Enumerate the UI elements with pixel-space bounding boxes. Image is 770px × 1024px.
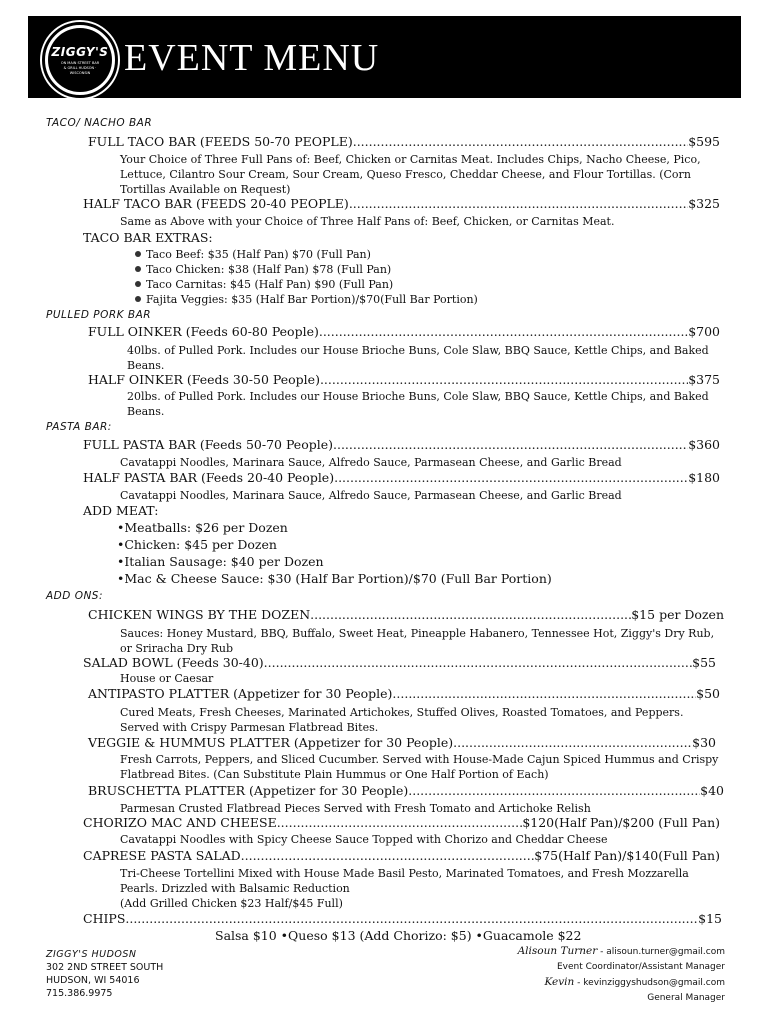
list-item: •Italian Sausage: $40 per Dozen [117,554,324,569]
contact-name: Kevin [544,976,575,988]
item-price: $75(Half Pan)/$140(Full Pan) [534,848,720,863]
item-price: $15 [698,911,722,926]
item-label: VEGGIE & HUMMUS PLATTER (Appetizer for 30 People) [88,735,454,750]
item-bruschetta-platter [88,783,724,798]
item-chicken-wings [88,607,724,622]
item-description: Same as Above with your Choice of Three Half Pans of: Beef, Chicken, or Carnitas Meat. [120,215,615,228]
list-item: Taco Chicken: $38 (Half Pan) $78 (Full Pan) [135,263,391,276]
section-taco-nacho: TACO/ NACHO BAR [46,117,153,129]
footer-contacts [518,944,725,1006]
contact-role: General Manager [647,993,725,1003]
list-item: •Chicken: $45 per Dozen [117,537,277,552]
item-full-oinker [88,324,720,339]
item-price: $40 [700,783,724,798]
item-description: Cured Meats, Fresh Cheeses, Marinated Artichokes, Stuffed Olives, Roasted Tomatoes, and Peppers. Served with Crispy Parmesan Flatbread Bites. [120,706,684,734]
item-label: HALF OINKER (Feeds 30-50 People) [88,372,320,387]
section-add-ons: ADD ONS: [46,590,104,602]
item-caprese-pasta-salad [83,848,720,863]
item-label: FULL PASTA BAR (Feeds 50-70 People) [83,437,333,452]
item-half-taco-bar [83,196,720,211]
restaurant-name: ZIGGY'S HUDOSN [46,949,137,960]
item-description: Tri-Cheese Tortellini Mixed with House Made Basil Pesto, Marinated Tomatoes, and Fresh Mozzarella Pearls. Drizzled with Balsamic Reduction [120,867,689,895]
item-chorizo-mac [83,815,720,830]
item-description: 20lbs. of Pulled Pork. Includes our House Brioche Buns, Cole Slaw, BBQ Sauce, Kettle Chips, and Baked Beans. [127,390,709,418]
item-label: CHORIZO MAC AND CHEESE [83,815,277,830]
item-description-note: (Add Grilled Chicken $23 Half/$45 Full) [120,897,343,910]
item-description: Your Choice of Three Full Pans of: Beef, Chicken or Carnitas Meat. Includes Chips, Nacho Cheese, Pico, Lettuce, Cilantro Sour Cream, Sour Cream, Queso Fresco, Cheddar Cheese, and Flour Tortillas. (Corn Tortillas Available on Request) [120,153,701,196]
item-description: Sauces: Honey Mustard, BBQ, Buffalo, Sweet Heat, Pineapple Habanero, Tennessee Hot, Ziggy's Dry Rub, or Sriracha Dry Rub [120,627,715,655]
section-pasta-bar: PASTA BAR: [46,421,112,433]
list-item: Fajita Veggies: $35 (Half Bar Portion)/$70(Full Bar Portion) [135,293,478,306]
logo-text: ZIGGY'S [51,44,109,59]
section-pulled-pork: PULLED PORK BAR [46,309,152,321]
item-chips [83,911,722,926]
chips-options: Salsa $10 •Queso $13 (Add Chorizo: $5) •Guacamole $22 [215,928,582,943]
item-description: Cavatappi Noodles, Marinara Sauce, Alfredo Sauce, Parmasean Cheese, and Garlic Bread [120,456,622,469]
item-full-taco-bar [88,134,720,149]
item-price: $360 [688,437,720,452]
item-price: $700 [688,324,720,339]
page-title: EVENT MENU [124,37,380,79]
item-price: $30 [692,735,716,750]
footer-address-block [46,948,163,1000]
item-price: $120(Half Pan)/$200 (Full Pan) [522,815,720,830]
contact-email[interactable]: - alisoun.turner@gmail.com [597,947,725,957]
item-price: $375 [688,372,720,387]
add-meat-label: ADD MEAT: [83,503,159,518]
item-veggie-hummus-platter [88,735,716,750]
item-description: House or Caesar [120,672,214,685]
item-label: HALF PASTA BAR (Feeds 20-40 People) [83,470,335,485]
item-label: ANTIPASTO PLATTER (Appetizer for 30 People) [88,686,393,701]
item-label: FULL TACO BAR (FEEDS 50-70 PEOPLE) [88,134,353,149]
contact-role: Event Coordinator/Assistant Manager [557,962,725,972]
item-label: CAPRESE PASTA SALAD [83,848,241,863]
item-description: Fresh Carrots, Peppers, and Sliced Cucumber. Served with House-Made Cajun Spiced Hummus and Crispy Flatbread Bites. (Can Substitute Plain Hummus or One Half Portion of Each) [120,753,719,781]
item-description: Cavatappi Noodles with Spicy Cheese Sauce Topped with Chorizo and Cheddar Cheese [120,833,608,846]
address-line-1: 302 2ND STREET SOUTH [46,962,164,973]
item-label: CHIPS [83,911,126,926]
list-item: Taco Beef: $35 (Half Pan) $70 (Full Pan) [135,248,371,261]
taco-extras-label: TACO BAR EXTRAS: [83,230,213,245]
item-label: SALAD BOWL (Feeds 30-40) [83,655,264,670]
ziggys-logo [42,22,118,98]
item-label: FULL OINKER (Feeds 60-80 People) [88,324,319,339]
item-label: BRUSCHETTA PLATTER (Appetizer for 30 People) [88,783,409,798]
item-price: $595 [688,134,720,149]
header-bar [28,16,741,98]
contact-email[interactable]: - kevinziggyshudson@gmail.com [574,978,725,988]
item-price: $55 [692,655,716,670]
item-full-pasta-bar [83,437,720,452]
item-antipasto-platter [88,686,720,701]
list-item: •Mac & Cheese Sauce: $30 (Half Bar Portion)/$70 (Full Bar Portion) [117,571,552,586]
item-price: $50 [696,686,720,701]
contact-1 [518,944,725,960]
logo-subtext: ON MAIN STREET BAR & GRILL HUDSON · WISCONSIN [60,60,100,75]
item-price: $15 per Dozen [631,607,724,622]
address-line-2: HUDSON, WI 54016 [46,975,140,986]
item-salad-bowl [83,655,716,670]
item-description: Parmesan Crusted Flatbread Pieces Served with Fresh Tomato and Artichoke Relish [120,802,591,815]
contact-name: Alisoun Turner [517,945,598,957]
item-half-pasta-bar [83,470,720,485]
list-item: •Meatballs: $26 per Dozen [117,520,288,535]
item-price: $180 [688,470,720,485]
phone-number: 715.386.9975 [46,988,113,999]
item-label: HALF TACO BAR (FEEDS 20-40 PEOPLE) [83,196,349,211]
item-description: Cavatappi Noodles, Marinara Sauce, Alfredo Sauce, Parmasean Cheese, and Garlic Bread [120,489,622,502]
contact-2 [518,975,725,991]
item-price: $325 [688,196,720,211]
item-half-oinker [88,372,720,387]
item-description: 40lbs. of Pulled Pork. Includes our House Brioche Buns, Cole Slaw, BBQ Sauce, Kettle Chips, and Baked Beans. [127,344,709,372]
item-label: CHICKEN WINGS BY THE DOZEN [88,607,311,622]
list-item: Taco Carnitas: $45 (Half Pan) $90 (Full Pan) [135,278,393,291]
